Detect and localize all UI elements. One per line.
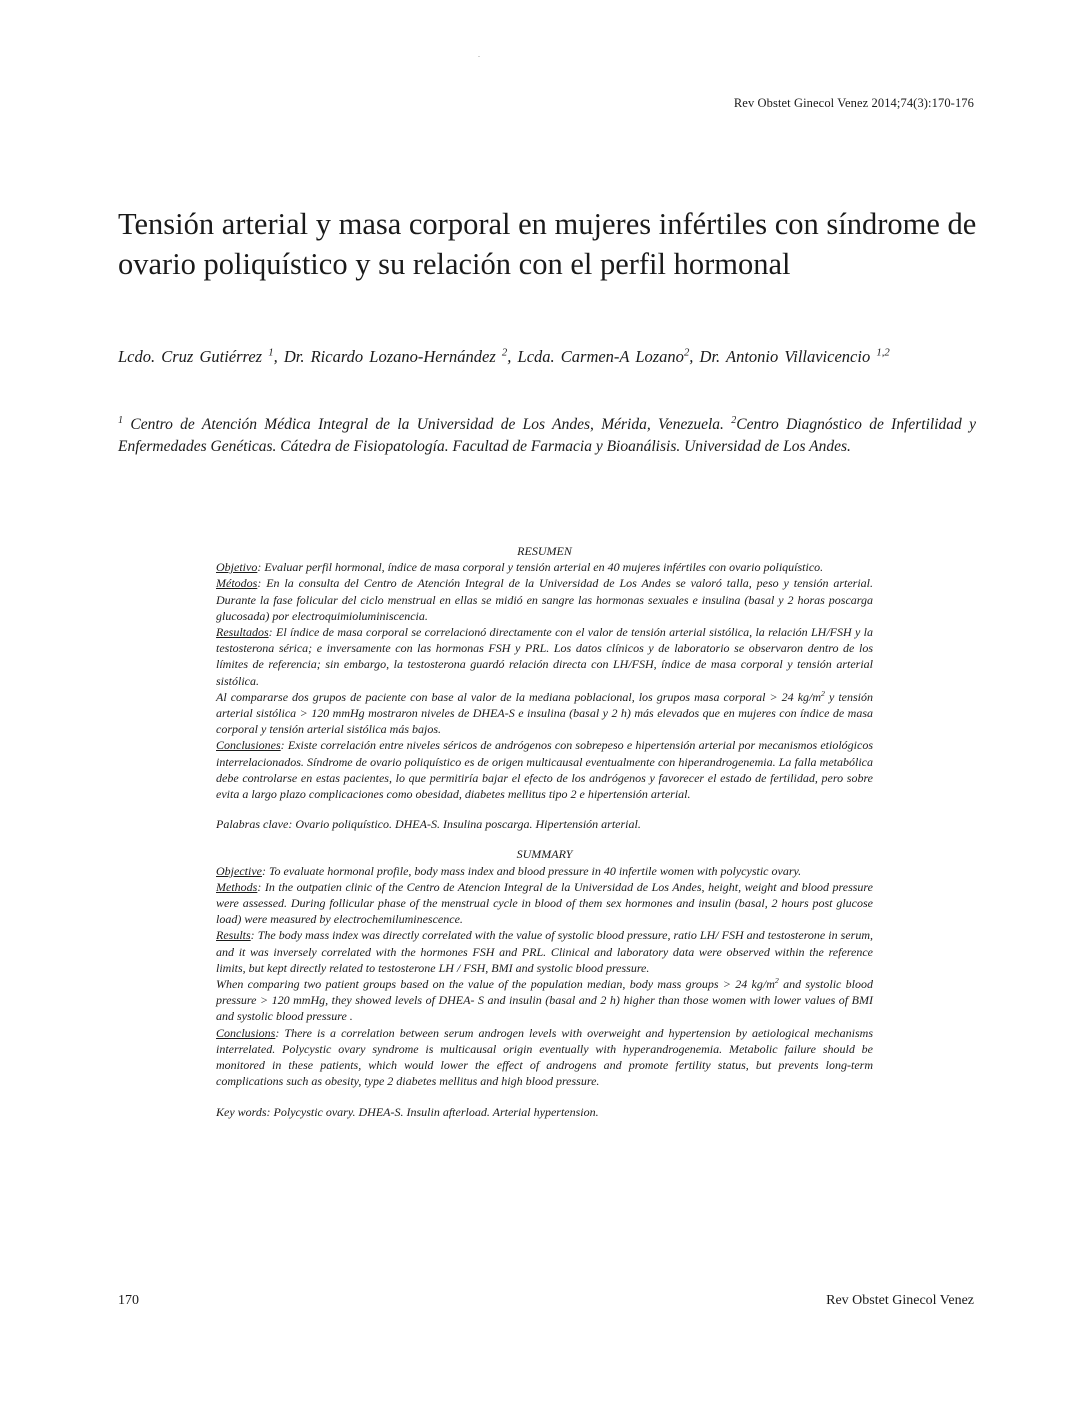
resumen-resultados: Resultados: El índice de masa corporal se correlacionó directamente con el valor de tensión arterial sistólica, la relación LH/FSH y la testosterona sérica; e inversamente con las hormonas FSH y PRL. Los datos clínicos y de laboratorio se observaron dentro de los límites de referencia; sin embargo, la testosterona guardó relación directa con LH/FSH, índice de masa corporal y tensión arterial sistólica. [216, 625, 873, 688]
summary-conclusions-label: Conclusions [216, 1025, 276, 1040]
journal-reference: Rev Obstet Ginecol Venez 2014;74(3):170-176 [733, 96, 974, 110]
palabras-clave: Palabras clave: Ovario poliquístico. DHEA-S. Insulina poscarga. Hipertensión arterial. [216, 817, 641, 832]
summary-methods-label: Methods [216, 879, 258, 894]
resumen-conclusiones: Conclusiones: Existe correlación entre niveles séricos de andrógenos con sobrepeso e hipertensión arterial por mecanismos etiológicos interrelacionados. Síndrome de ovario poliquístico es de origen multicausal eventualmente con hiperandrogenemia. La falla metabólica debe controlarse en estas pacientes, lo que permitiría bajar el efecto de los andrógenos y favorecer el estado de fertilidad, pero sobre evita a largo plazo complicaciones como obesidad, diabetes mellitus tipo 2 e hipertensión arterial. [216, 738, 873, 802]
author-list: Lcdo. Cruz Gutiérrez $^1$, Dr. Ricardo Lozano-Hernández $^2$, Lcda. Carmen-A Lozano$^2$, Dr. Antonio Villavicencio $^{1,2}$ [118, 346, 890, 366]
summary-results-comparison: When comparing two patient groups based on the value of the population median, body mass groups > 24 $kg/m^2$ and systolic blood pressure > 120 mmHg, they showed levels of DHEA- S and insulin (basal and 2 h) higher than those women with lower values of BMI and systolic blood pressure . [216, 976, 874, 1024]
footer-journal-name: Rev Obstet Ginecol Venez [826, 1293, 974, 1308]
summary-methods: Methods: In the outpatien clinic of the Centro de Atencion Integral de la Universidad de Los Andes, height, weight and blood pressure were assessed. During follicular phase of the menstrual cycle in blood of them sex hormones and insulin (basal, 2 hours post glucose load) were measured by electrochemiluminescence. [216, 879, 873, 927]
affiliation-text: Centro Diagnóstico de Infertilidad y Enfermedades Genéticas. Cátedra de Fisiopatología. Facultad de Farmacia y Bioanálisis. Universidad de Los Andes. [118, 416, 976, 455]
affiliation-number: 2 [731, 414, 737, 426]
resumen-conclusiones-label: Conclusiones [216, 738, 281, 753]
summary-heading: SUMMARY [516, 847, 573, 862]
resumen-objetivo-label: Objetivo [216, 560, 258, 575]
author-affiliation-mark: 2 [683, 346, 690, 359]
author-name: Lcdo. Cruz Gutiérrez [118, 347, 263, 366]
resumen-objetivo: Objetivo: Evaluar perfil hormonal, índice de masa corporal y tensión arterial en 40 mujeres infértiles con ovario poliquístico. [216, 560, 824, 575]
author-name: Dr. Antonio Villavicencio [699, 347, 871, 366]
key-words: Key words: Polycystic ovary. DHEA-S. Insulin afterload. Arterial hypertension. [216, 1104, 599, 1119]
author-affiliation-mark: 1,2 [876, 346, 890, 359]
summary-results-label: Results [216, 928, 251, 943]
resumen-metodos: Métodos: En la consulta del Centro de Atención Integral de la Universidad de Los Andes se valoró talla, peso y tensión arterial. Durante la fase folicular del ciclo menstrual en ellas se midió en sangre las hormonas sexuales e insulina (basal y 2 horas poscarga glucosada) por electroquimioluminiscencia. [216, 576, 873, 623]
resumen-heading: RESUMEN [517, 544, 572, 558]
summary-conclusions: Conclusions: There is a correlation between serum androgen levels with overweight and hypertension by aetiological mechanisms interrelated. Polycystic ovary syndrome is multicausal origin eventually with hyperandrogenemia. Metabolic failure should be monitored in these patients, which would lower the effect of androgens and promote fertility status, but prevents long-term complications such as obesity, type 2 diabetes mellitus and high blood pressure. [216, 1025, 873, 1089]
summary-objective: Objective: To evaluate hormonal profile, body mass index and blood pressure in 40 infertile women with polycystic ovary. [216, 863, 802, 878]
affiliation-number: 1 [118, 414, 124, 426]
affiliation-text: Centro de Atención Médica Integral de la Universidad de Los Andes, Mérida, Venezuela. [123, 416, 732, 433]
page-number: 170 [118, 1293, 139, 1308]
resumen-resultados-label: Resultados [216, 625, 269, 640]
stray-dot: . [478, 50, 480, 59]
author-name: Lcda. Carmen-A Lozano [517, 347, 684, 366]
resumen-resultados-comparison: Al compararse dos grupos de paciente con base al valor de la mediana poblacional, los grupos masa corporal > 24 $kg/m^2$ y tensión arterial sistólica > 120 mmHg mostraron niveles de DHEA-S e insulina (basal y 2 h) más elevados que en mujeres con índice de masa corporal y tensión arterial sistólica más bajos. [216, 688, 873, 737]
resumen-metodos-label: Métodos [216, 576, 258, 591]
author-affiliation-mark: 2 [501, 346, 508, 359]
summary-results: Results: The body mass index was directly correlated with the value of systolic blood pressure, ratio LH/ FSH and testosterone in serum, and it was inversely correlated with the hormones FSH and PRL. Clinical and laboratory data were observed within the reference limits, but kept directly related to testosterone LH / FSH, BMI and systolic blood pressure. [216, 928, 873, 975]
summary-objective-label: Objective [216, 863, 262, 878]
abstract-block [216, 543, 873, 1120]
author-affiliation-mark: 1 [268, 346, 274, 359]
article-title: Tensión arterial y masa corporal en mujeres infértiles con síndrome de ovario poliquístico y su relación con el perfil hormonal [118, 207, 977, 281]
author-name: Dr. Ricardo Lozano-Hernández [283, 347, 496, 366]
affiliation-block [118, 414, 976, 458]
